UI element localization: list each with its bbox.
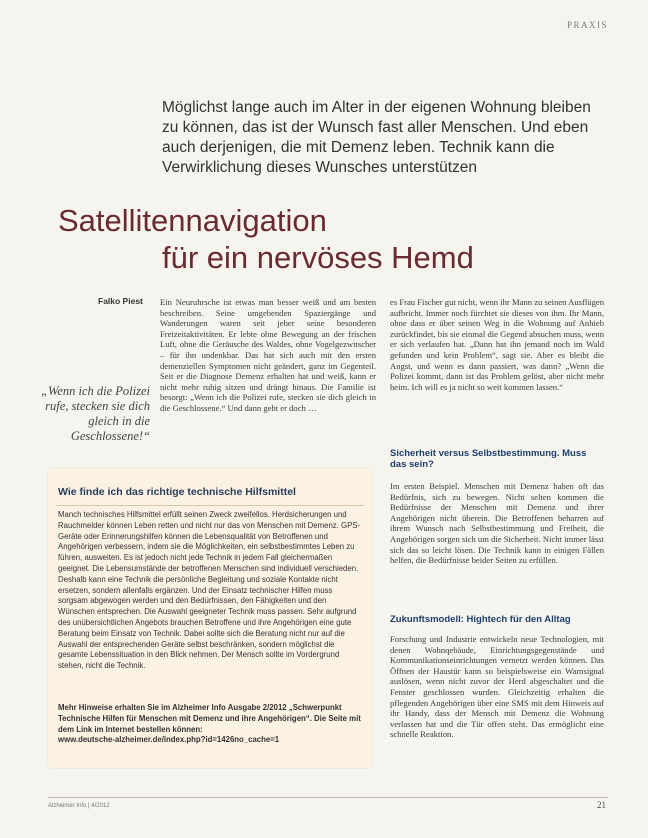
intro-text: Möglichst lange auch im Alter in der eigenen Wohnung bleiben zu können, das ist der Wunsch fast aller Menschen. Und eben auch derjenigen, die mit Demenz leben. Technik kann die Verwirklichung dieses Wunsches unterstützen (162, 99, 591, 176)
info-box-more (58, 703, 364, 746)
footer-divider (48, 797, 608, 798)
article-column-2c: Forschung und Industrie entwickeln neue Technologien, mit denen Wohnqebäude, Einrichtungsgegenstände und Kommunikationseinrichtungen vernetzt werden können. Das Öffnen der Haustür kann so beispielsweise ein Warnsignal auslösen, wenn nicht zuvor der Herd abgeschaltet und die Fenster geschlossen wurden. Gleichzeitig erhalten die pflegenden Angehörigen über eine SMS mit dem Hinweis auf ihr Handy, dass der Mensch mit Demenz die Wohnung verlassen hat und die Tür offen steht. Das ermöglicht eine schnelle Reaktion. (390, 634, 604, 740)
author-name: Falko Piest (98, 296, 143, 306)
article-column-2b: Im ersten Beispiel. Menschen mit Demenz haben oft das Bedürfnis, sich zu bewegen. Nicht selten kommen die Bedürfnisse der Menschen mit Demenz und ihrer Angehörigen nicht überein. Die Betroffenen beharren auf ihrem Wunsch nach Selbstbestimmung und Freiheit, die Angehörigen sorgen sich um die Sicherheit. Nicht immer lässt sich das so leicht lösen. Die Technik kann in einigen Fällen helfen, die Bedürfnisse beider Seiten zu erfüllen. (390, 481, 604, 566)
info-box-text: Manch technisches Hilfsmittel erfüllt seinen Zweck zweifellos. Herdsicherungen und Rauchmelder können Leben retten und nicht nur das von Menschen mit Demenz. GPS-Geräte oder Erinnerungshilfen können die Lebensqualität von Betroffenen und Angehörigen verbessern, indem sie die Möglichkeiten, ein selbstbestimmtes Leben zu führen, ausweiten. Es ist jedoch nicht jede Technik in jedem Fall gleichermaßen geeignet. Die Lebensumstände der betroffenen Menschen sind individuell verschieden. Deshalb kann eine Technik die persönliche Begleitung und soziale Kontakte nicht ersetzen, sondern allenfalls ergänzen. Und der Einsatz technischer Hilfen muss sorgsam abgewogen werden und den Bedürfnissen, den Fähigkeiten und den Wünschen entsprechen. Die Auswahl geeigneter Technik muss passen. Sehr aufgrund des unübersichtlichen Angebots brauchen Betroffene und ihre Angehörigen eine gute Beratung beim Einsatz von Technik. Dabei sollte sich die Beratung nicht nur auf die Auswahl der entsprechenden Geräte selbst beschränken, sondern möglichst die gesamte Lebenssituation in den Blick nehmen. Der Mensch sollte im Vordergrund stehen, nicht die Technik. (58, 510, 361, 671)
info-box-title: Wie finde ich das richtige technische Hilfsmittel (58, 486, 296, 498)
article-column-2: es Frau Fischer gut nicht, wenn ihr Mann zu seinen Ausflügen aufbricht. Immer noch fürchtet sie dieses von ihm. Ihr Mann, ohne dass er über seinen Weg in die Wohnung auf Anhieb zurückfindet, bis sie einmal die Gegend absuchen muss, wenn er sich verlaufen hat. „Dann hat ihn jemand noch im Wald gefunden und kein Problem“, sagt sie. Aber es bleibt die Angst, und wenn es dann passiert, was dann? „Wenn die Polizei kommt, dann ist das Problem gelöst, aber nicht mehr heim. Ich will es ja nicht so weit kommen lassen.“ (390, 297, 604, 392)
pull-quote: „Wenn ich die Polizei rufe, stecken sie dich gleich in die Geschlossene!“ (41, 384, 150, 443)
footer-text: Alzheimer Info | 4/2012 (48, 803, 110, 809)
section-heading-safety: Sicherheit versus Selbstbestimmung. Muss das sein? (390, 448, 587, 470)
section-label: PRAXIS (566, 20, 608, 30)
page-title-line2: für ein nervöses Hemd (162, 240, 474, 275)
section-heading-hightech: Zukunftsmodell: Hightech für den Alltag (390, 614, 571, 625)
page-title-line1: Satellitennavigation (58, 203, 327, 238)
info-box-link[interactable]: www.deutsche-alzheimer.de/index.php?id=1426no_cache=1 (58, 735, 280, 745)
page-number: 21 (597, 800, 606, 810)
article-column-1: Ein Neuruhrsche ist etwas man besser weiß und am besten beschreiben. Seine umgebenden Spaziergänge und Wanderungen waren seit jeher seine besonderen Freizeitaktivitäten. Er lebte ohne Bewegung an der frischen Luft, ohne die Geräusche des Waldes, ohne Vogelgezwitscher – für ihn undenkbar. Das hat sich auch mit den ersten demenziellen Symptomen nicht geändert, ganz im Gegenteil. Seit er die Diagnose Demenz erhalten hat und weiß, kann er nicht mehr ruhig sitzen und drängt hinaus. Die Familie ist besorgt: „Wenn ich die Polizei rufe, stecken sie dich gleich in die Geschlossene.“ Und dann geht er doch … (160, 297, 376, 413)
info-box-more-text: Mehr Hinweise erhalten Sie im Alzheimer Info Ausgabe 2/2012 „Schwerpunkt Technische Hilfen für Menschen mit Demenz und ihre Angehörigen“. Die Seite mit dem Link im Internet bestellen können: (58, 703, 361, 734)
info-box-divider (56, 505, 364, 506)
